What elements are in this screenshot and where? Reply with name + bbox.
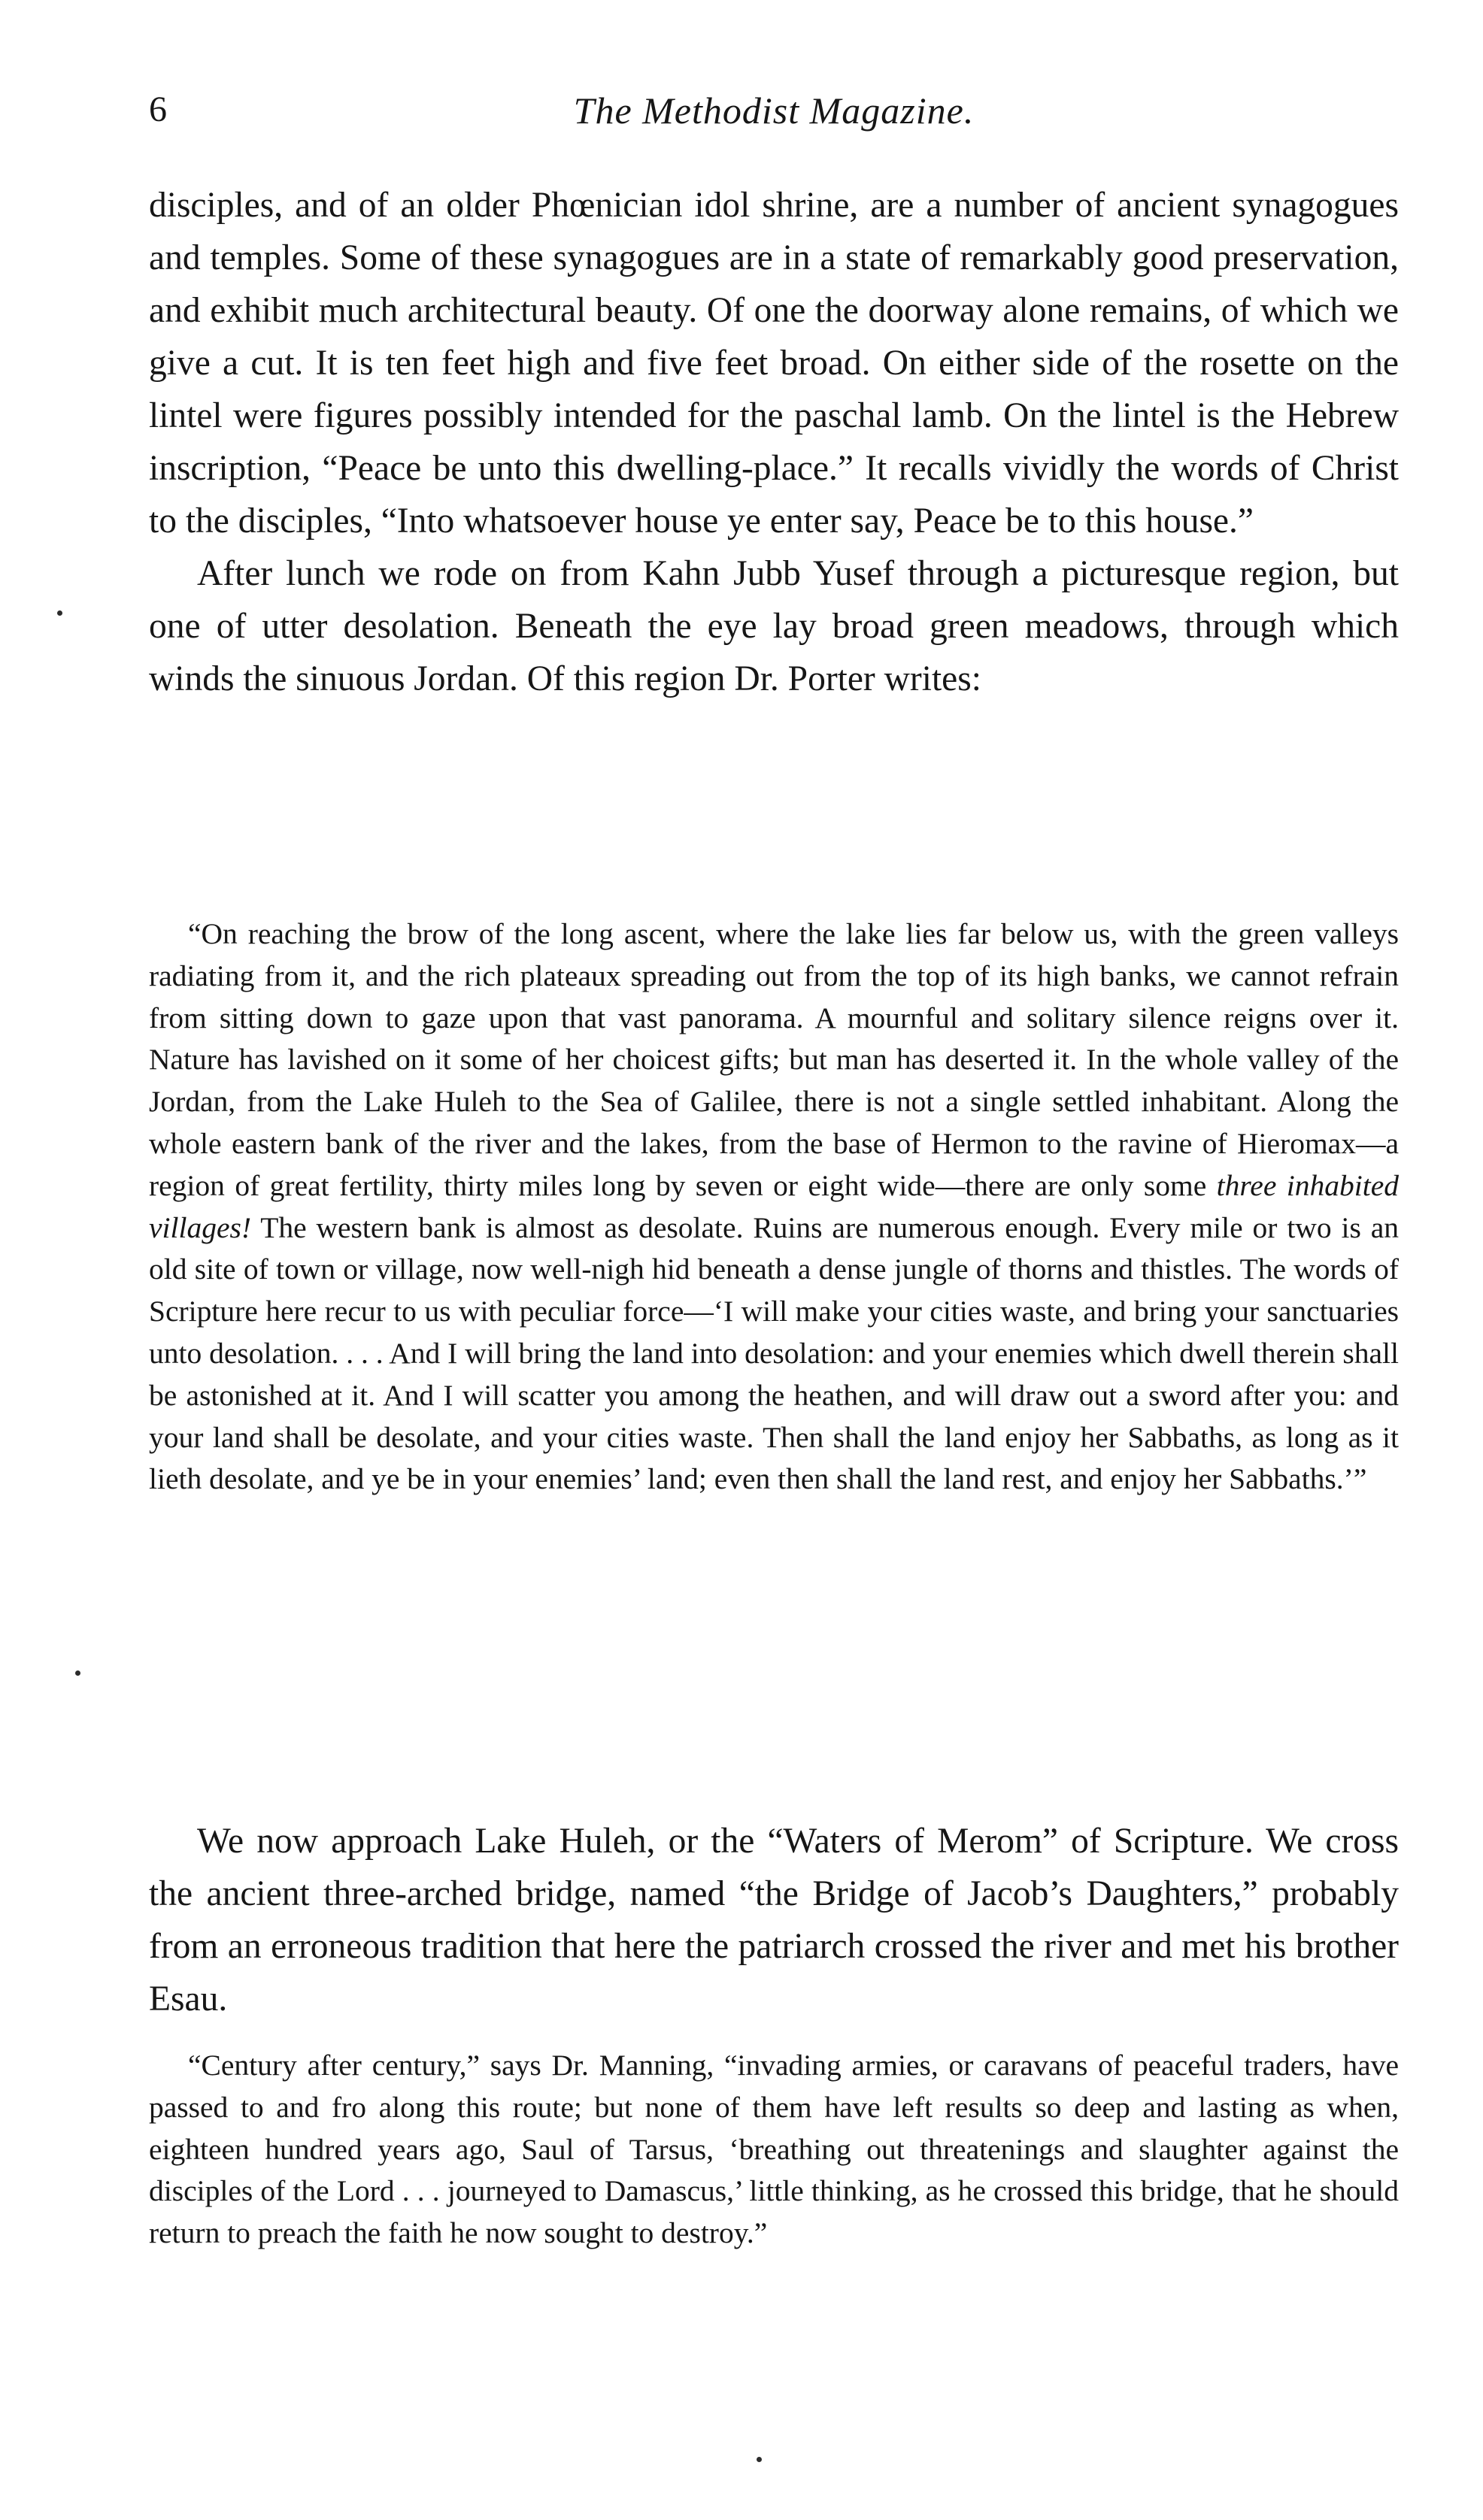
body-text-upper (149, 179, 1399, 705)
quote-porter (149, 913, 1399, 1501)
quote-manning (149, 2045, 1399, 2255)
print-speck (757, 2457, 762, 2462)
journal-title: The Methodist Magazine. (573, 89, 975, 132)
quote-porter-italic: three inhabited villages! (149, 1168, 1399, 1244)
quote-porter-part-1: “On reaching the brow of the long ascent, where the lake lies far below us, with the green valleys radiating from it, and the rich plateaux spreading out from the top of its high banks, we cannot refrain from sitting down to gaze upon that vast panorama. A mournful and solitary silence reigns over it. Nature has lavished on it some of her choicest gifts; but man has deserted it. In the whole valley of the Jordan, from the Lake Huleh to the Sea of Galilee, there is not a single settled inhabitant. Along the whole eastern bank of the river and the lakes, from the base of Hermon to the ravine of Hieromax—a region of great fertility, thirty miles long by seven or eight wide—there are only some (149, 917, 1399, 1202)
quote-porter-text (149, 913, 1399, 1501)
quote-manning-text: “Century after century,” says Dr. Manning, “invading armies, or caravans of peaceful traders, have passed to and fro along this route; but none of them have left results so deep and lasting as when, eighteen hundred years ago, Saul of Tarsus, ‘breathing out threatenings and slaughter against the disciples of the Lord . . . journeyed to Damascus,’ little thinking, as he crossed this bridge, that he should return to preach the faith he now sought to destroy.” (149, 2049, 1399, 2250)
running-head (149, 89, 1399, 141)
print-speck (57, 610, 62, 616)
quote-porter-part-2: The western bank is almost as desolate. Ruins are numerous enough. Every mile or two is an old site of town or village, now well-nigh hid beneath a dense jungle of thorns and thistles. The words of Scripture here recur to us with peculiar force—‘I will make your cities waste, and bring your sanctuaries unto desolation. . . . And I will bring the land into desolation: and your enemies which dwell therein shall be astonished at it. And I will scatter you among the heathen, and will draw out a sword after you: and your land shall be desolate, and your cities waste. Then shall the land enjoy her Sabbaths, as long as it lieth desolate, and ye be in your enemies’ land; even then shall the land rest, and enjoy her Sabbaths.’” (149, 1210, 1399, 1496)
print-speck (75, 1670, 80, 1676)
paragraph-after-lunch: After lunch we rode on from Kahn Jubb Yusef through a picturesque region, but one of utter desolation. Beneath the eye lay broad green meadows, through which winds the sinuous Jordan. Of this region Dr. Porter writes: (149, 554, 1399, 698)
paragraph-synagogues: disciples, and of an older Phœnician idol shrine, are a number of ancient synagogues and temples. Some of these synagogues are in a state of remarkably good preservation, and exhibit much architectural beauty. Of one the doorway alone remains, of which we give a cut. It is ten feet high and five feet broad. On either side of the rosette on the lintel were figures possibly intended for the paschal lamb. On the lintel is the Hebrew inscription, “Peace be unto this dwelling-place.” It recalls vividly the words of Christ to the disciples, “Into whatsoever house ye enter say, Peace be to this house.” (149, 186, 1399, 541)
paragraph-lake-huleh: We now approach Lake Huleh, or the “Waters of Merom” of Scripture. We cross the ancient three-arched bridge, named “the Bridge of Jacob’s Daughters,” probably from an erroneous tradition that here the patriarch crossed the river and met his brother Esau. (149, 1822, 1399, 2019)
page-number: 6 (149, 89, 167, 129)
body-text-lower (149, 1815, 1399, 2025)
